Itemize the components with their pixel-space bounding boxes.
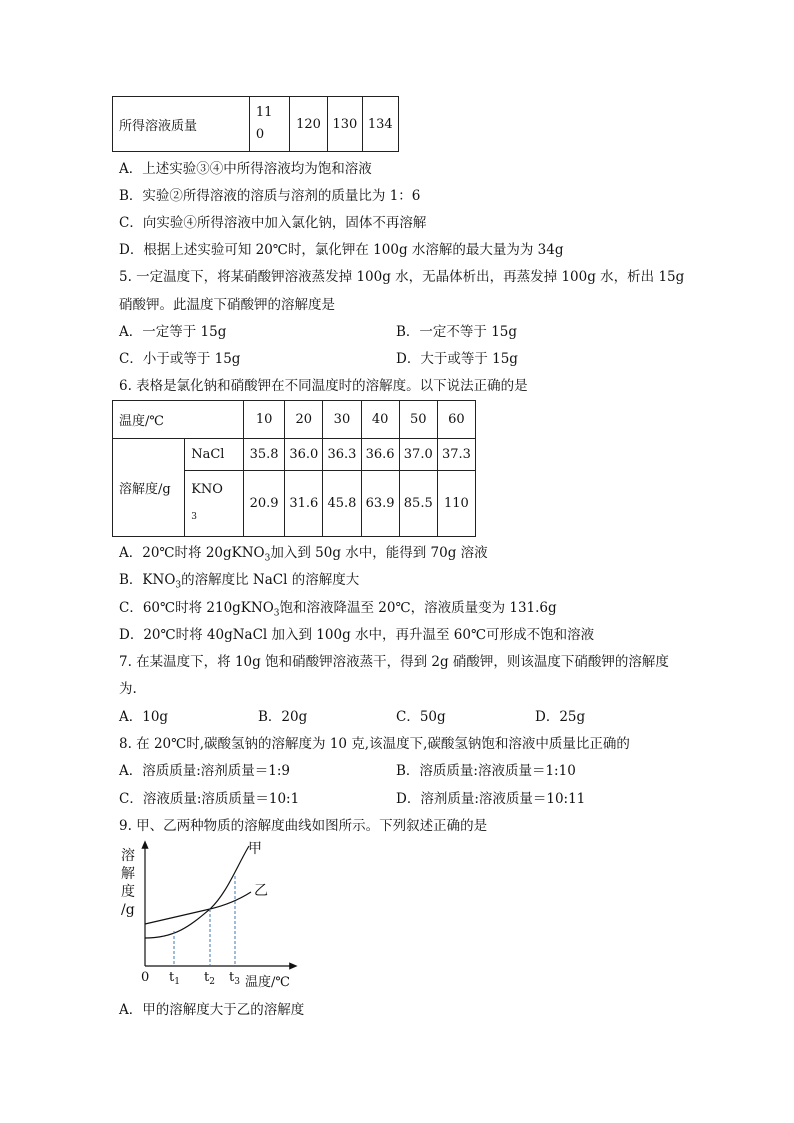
q5-stem-line1: 5. 一定温度下，将某硝酸钾溶液蒸发掉 100g 水，无晶体析出，再蒸发掉 100g 水，析出 15g [119, 269, 685, 285]
table-solubility [112, 400, 476, 537]
nacl-cell: 37.3 [437, 439, 475, 471]
q5-option-d: D．大于或等于 15g [396, 351, 518, 367]
q8-option-d: D．溶剂质量:溶液质量＝10:11 [396, 791, 586, 807]
curve-jia [145, 846, 249, 938]
row-label: 所得溶液质量 [113, 97, 250, 152]
q4-option-c: C．向实验④所得溶液中加入氯化钠，固体不再溶解 [119, 215, 427, 231]
q6-option-c: C．60℃时将 210gKNO$_3$饱和溶液降温至 20℃，溶液质量变为 131.6g [119, 600, 557, 619]
table-cell: 11 0 [249, 97, 289, 152]
kno3-cell: 45.8 [323, 471, 361, 537]
kno3-cell: 63.9 [361, 471, 399, 537]
q8-option-b: B．溶质质量:溶液质量＝1:10 [396, 763, 576, 779]
q4-option-d: D．根据上述实验可知 20℃时，氯化钾在 100g 水溶解的最大量为为 34g [119, 242, 564, 258]
kno3-cell: 85.5 [399, 471, 437, 537]
curve-jia-label: 甲 [248, 841, 262, 857]
q4-option-a: A．上述实验③④中所得溶液均为饱和溶液 [119, 161, 372, 177]
kno3-label: KNO 3 [185, 471, 244, 537]
q5-option-b: B．一定不等于 15g [396, 324, 518, 340]
q8-option-a: A．溶质质量:溶剂质量＝1:9 [119, 763, 291, 779]
q7-option-a: A．10g [119, 709, 169, 725]
table-cell: 130 [328, 97, 362, 152]
kno3-cell: 20.9 [243, 471, 284, 537]
q6-option-b: B．$KNO_3$的溶解度比 NaCl 的溶解度大 [119, 572, 360, 591]
q9-stem: 9. 甲、乙两种物质的溶解度曲线如图所示。下列叙述正确的是 [119, 818, 488, 834]
q9-option-a: A．甲的溶解度大于乙的溶解度 [119, 1002, 305, 1018]
q8-option-c: C．溶液质量:溶质质量＝10:1 [119, 791, 300, 807]
curve-yi-label: 乙 [254, 883, 268, 899]
y-axis-label-char: 解 [121, 866, 135, 882]
temp-cell: 30 [323, 401, 361, 439]
temp-cell: 20 [285, 401, 323, 439]
solubility-label: 溶解度/g [113, 439, 185, 537]
q4-option-b: B．实验②所得溶液的溶质与溶剂的质量比为 1：6 [119, 188, 421, 204]
nacl-label: NaCl [185, 439, 244, 471]
q7-stem-line2: 为. [119, 681, 137, 697]
q7-option-d: D．25g [535, 709, 586, 725]
table-cell: 120 [289, 97, 327, 152]
y-axis-label-char: /g [121, 902, 135, 918]
q6-stem: 6. 表格是氯化钠和硝酸钾在不同温度时的溶解度。以下说法正确的是 [119, 378, 528, 394]
t2-label: $t_2$ [204, 970, 215, 987]
q5-option-c: C．小于或等于 15g [119, 351, 241, 367]
q7-option-b: B．20g [258, 709, 308, 725]
temp-cell: 10 [243, 401, 284, 439]
nacl-cell: 36.0 [285, 439, 323, 471]
y-axis-label-char: 溶 [121, 848, 135, 864]
solubility-curve-graph [112, 838, 312, 994]
q6-option-a: A．20℃时将 20gKNO$_3$加入到 50g 水中，能得到 70g 溶液 [119, 545, 488, 564]
q5-option-a: A．一定等于 15g [119, 324, 227, 340]
kno3-cell: 31.6 [285, 471, 323, 537]
q5-stem-line2: 硝酸钾。此温度下硝酸钾的溶解度是 [119, 297, 335, 313]
table-row [113, 439, 476, 471]
temp-cell: 50 [399, 401, 437, 439]
table-row [113, 97, 399, 152]
kno3-cell: 110 [437, 471, 475, 537]
q7-option-c: C．50g [396, 709, 446, 725]
table-cell: 134 [362, 97, 398, 152]
temp-header: 温度/℃ [113, 401, 244, 439]
x-axis-label: 温度/℃ [245, 975, 290, 990]
t3-label: $t_3$ [229, 970, 240, 987]
nacl-cell: 37.0 [399, 439, 437, 471]
table-solution-mass [112, 96, 399, 152]
q6-option-d: D．20℃时将 40gNaCl 加入到 100g 水中，再升温至 60℃可形成不饱和溶液 [119, 627, 595, 643]
y-axis-label-char: 度 [121, 884, 135, 900]
t1-label: $t_1$ [169, 970, 180, 987]
q8-stem: 8. 在 20℃时,碳酸氢钠的溶解度为 10 克,该温度下,碳酸氢钠饱和溶液中质量比正确的 [119, 736, 630, 752]
origin-label: 0 [141, 970, 150, 985]
nacl-cell: 36.6 [361, 439, 399, 471]
temp-cell: 60 [437, 401, 475, 439]
nacl-cell: 35.8 [243, 439, 284, 471]
temp-cell: 40 [361, 401, 399, 439]
table-row [113, 401, 476, 439]
q7-stem-line1: 7. 在某温度下，将 10g 饱和硝酸钾溶液蒸干，得到 2g 硝酸钾，则该温度下硝酸钾的溶解度 [119, 654, 669, 670]
nacl-cell: 36.3 [323, 439, 361, 471]
